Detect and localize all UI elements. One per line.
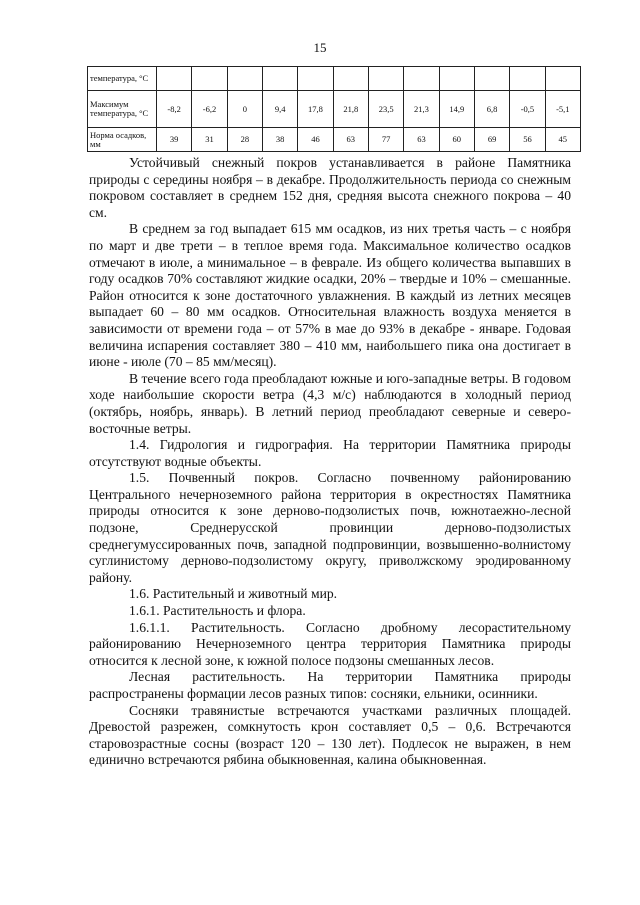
- body-text: [89, 155, 571, 769]
- table-cell: [368, 67, 403, 91]
- table-cell: [404, 67, 439, 91]
- paragraph-soil-cover: 1.5. Почвенный покров. Согласно почвенному районированию Центрального нечерноземного района территория в окрестностях Памятника природы относится к зоне дерново-подзолистых почв, южнотаежно-лесной подзоне, Среднерусской провинции дерново-подзолистых среднегумуссированных почв, западной подпровинции, возвышенно-волнистому суглинистому дерново-подзолистому округу, приволжскому эродированному району.: [89, 470, 571, 585]
- table-cell: 6,8: [474, 91, 509, 128]
- table-cell: 69: [474, 128, 509, 152]
- table-cell: [227, 67, 262, 91]
- table-cell: 63: [404, 128, 439, 152]
- table-cell: -6,2: [192, 91, 227, 128]
- table-row: [88, 128, 581, 152]
- table-cell: 60: [439, 128, 474, 152]
- table-row-label: температура, °С: [88, 67, 157, 91]
- table-cell: 31: [192, 128, 227, 152]
- table-cell: [262, 67, 297, 91]
- table-cell: 17,8: [298, 91, 333, 128]
- table-cell: 56: [510, 128, 545, 152]
- table-cell: [510, 67, 545, 91]
- paragraph-vegetation: 1.6.1.1. Растительность. Согласно дробному лесорастительному районированию Нечерноземного центра территория Памятника природы относится к лесной зоне, к южной полосе подзоны смешанных лесов.: [89, 619, 571, 668]
- table-cell: 38: [262, 128, 297, 152]
- table-cell: 9,4: [262, 91, 297, 128]
- table-cell: [192, 67, 227, 91]
- table-row-label: Максимум температура, °С: [88, 91, 157, 128]
- table-row: [88, 91, 581, 128]
- table-cell: [439, 67, 474, 91]
- table-cell: [298, 67, 333, 91]
- table-cell: [474, 67, 509, 91]
- table-cell: [157, 67, 192, 91]
- table-cell: 39: [157, 128, 192, 152]
- paragraph-forest-vegetation: Лесная растительность. На территории Памятника природы распространены формации лесов разных типов: сосняки, ельники, осинники.: [89, 669, 571, 701]
- table-row-label: Норма осадков, мм: [88, 128, 157, 152]
- table-cell: -0,5: [510, 91, 545, 128]
- paragraph-winds: В течение всего года преобладают южные и юго-западные ветры. В годовом ходе наибольшие скорости ветра (4,3 м/с) наблюдаются в холодный период (октябрь, ноябрь, январь). В летний период преобладают северные и северо-восточные ветры.: [89, 370, 571, 436]
- table-row: [88, 67, 581, 91]
- paragraph-hydrology: 1.4. Гидрология и гидрография. На территории Памятника природы отсутствуют водные объекты.: [89, 437, 571, 469]
- climate-table: [87, 66, 581, 152]
- table-cell: -5,1: [545, 91, 580, 128]
- heading-vegetation-flora: 1.6.1. Растительность и флора.: [129, 603, 306, 619]
- table-cell: 0: [227, 91, 262, 128]
- table-cell: [333, 67, 368, 91]
- table-cell: 21,3: [404, 91, 439, 128]
- paragraph-precipitation: В среднем за год выпадает 615 мм осадков, из них третья часть – с ноября по март и две трети – в теплое время года. Максимальное количество осадков отмечают в июле, а минимальное – в феврале. Из общего количества выпавших в году осадков 70% составляют жидкие осадки, 20% – твердые и 10% – смешанные. Район относится к зоне достаточного увлажнения. В каждый из летних месяцев выпадает 60 – 80 мм осадков. Относительная влажность воздуха меняется в зависимости от времени года – от 57% в мае до 93% в декабре - январе. Годовая величина испарения составляет 380 – 410 мм, наибольшего пика она достигает в июне - июле (70 – 85 мм/месяц).: [89, 221, 571, 370]
- table-cell: 28: [227, 128, 262, 152]
- table-cell: [545, 67, 580, 91]
- table-cell: -8,2: [157, 91, 192, 128]
- table-cell: 77: [368, 128, 403, 152]
- heading-flora-fauna: 1.6. Растительный и животный мир.: [129, 586, 338, 602]
- table-cell: 14,9: [439, 91, 474, 128]
- page-number: 15: [313, 40, 327, 55]
- paragraph-snow-cover: Устойчивый снежный покров устанавливается в районе Памятника природы с середины ноября – в декабре. Продолжительность периода со снежным покровом составляет в среднем 152 дня, средняя высота снежного покрова – 40 см.: [89, 155, 571, 220]
- paragraph-pine-forests: Сосняки травянистые встречаются участками различных площадей. Древостой разрежен, сомкнутость крон составляет 0,5 – 0,6. Встречаются старовозрастные сосны (возраст 120 – 130 лет). Подлесок не выражен, в нем единично встречаются рябина обыкновенная, калина обыкновенная.: [89, 702, 571, 768]
- table-cell: 21,8: [333, 91, 368, 128]
- table-cell: 46: [298, 128, 333, 152]
- table-cell: 23,5: [368, 91, 403, 128]
- table-cell: 45: [545, 128, 580, 152]
- table-cell: 63: [333, 128, 368, 152]
